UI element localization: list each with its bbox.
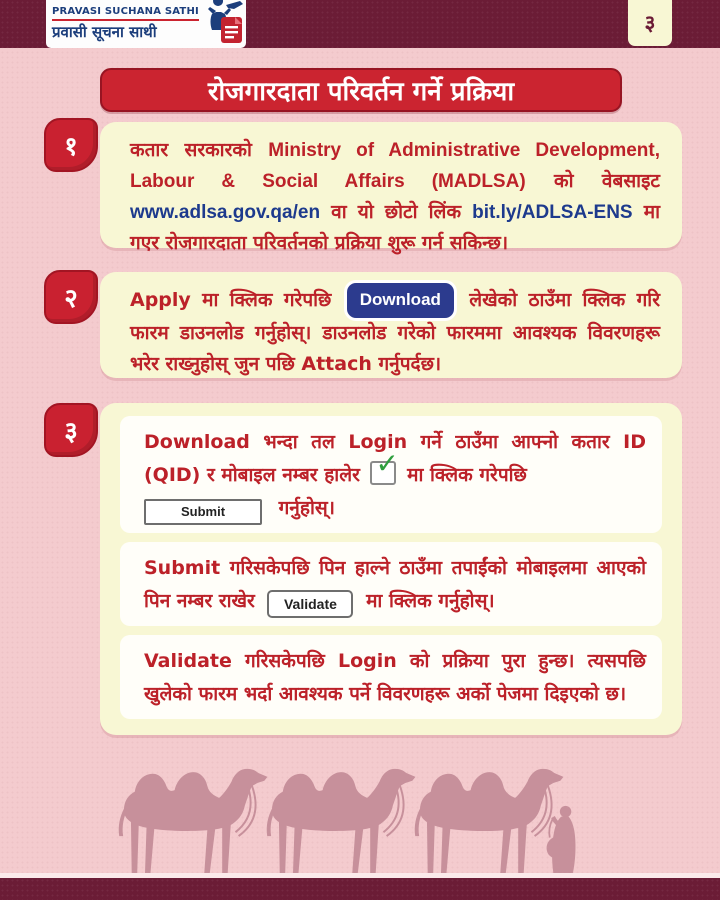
substep-1-seg-3: गर्नुहोस्। — [272, 497, 335, 519]
traveler-plane-document-icon — [204, 0, 244, 48]
bottom-bar — [0, 878, 720, 900]
step-number-1: १ — [64, 132, 78, 162]
logo-title: PRAVASI SUCHANA SATHI — [52, 6, 199, 21]
substep-1-seg-1: Download भन्दा तल Login गर्ने ठाउँमा आफ्नो कतार ID (QID) र मोबाइल नम्बर हालेर — [144, 431, 646, 486]
step-badge-1 — [44, 118, 98, 172]
bitly-short-link[interactable]: bit.ly/ADLSA-ENS — [472, 202, 633, 223]
step-box-2 — [100, 272, 682, 378]
step-2-text — [130, 283, 660, 380]
substep-2-seg-1: Submit गरिसकेपछि पिन हाल्ने ठाउँमा तपाईंको मोबाइलमा आएको पिन नम्बर राखेर — [144, 557, 646, 612]
title-banner — [100, 68, 622, 112]
camel-driver-icon — [547, 806, 576, 876]
logo-plate — [46, 0, 246, 48]
checkbox-checked-icon[interactable] — [370, 447, 399, 485]
substep-1-seg-2: मा क्लिक गरेपछि — [400, 464, 527, 486]
ministry-name-text: Ministry of Administrative Development, Labour & Social Affairs (MADLSA) — [130, 140, 660, 192]
logo-subtitle: प्रवासी सूचना साथी — [52, 23, 157, 41]
camel-icon — [415, 769, 564, 874]
page-title: रोजगारदाता परिवर्तन गर्ने प्रक्रिया — [207, 77, 515, 107]
step-1-seg-1: कतार सरकारको — [130, 139, 269, 161]
step-box-3 — [100, 403, 682, 735]
substep-box-1 — [120, 416, 662, 533]
substep-box-3 — [120, 635, 662, 719]
page-number-tab — [628, 0, 672, 46]
step-1-seg-4: मा गएर रोजगारदाता परिवर्तनको प्रक्रिया शुरू गर्न सकिन्छ। — [130, 201, 660, 254]
submit-button[interactable]: Submit — [144, 499, 262, 525]
step-2-seg-1: Apply मा क्लिक गरेपछि — [130, 289, 343, 311]
camel-icon — [267, 769, 416, 874]
page-number: ३ — [644, 11, 656, 35]
step-1-seg-3: वा यो छोटो लिंक — [320, 201, 473, 223]
validate-button[interactable]: Validate — [267, 590, 353, 618]
substep-2-seg-2: मा क्लिक गर्नुहोस्। — [359, 590, 495, 612]
download-button[interactable]: Download — [347, 283, 454, 318]
step-number-2: २ — [64, 284, 78, 314]
step-1-seg-2: को वेबसाइट — [525, 170, 661, 192]
step-1-text — [130, 135, 660, 259]
step-2-seg-2: लेखेको ठाउँमा क्लिक गरि फारम डाउनलोड गर्नुहोस्। डाउनलोड गरेको फारममा आवश्यक विवरणहरू भरेर राख्नुहोस् जुन पछि Attach गर्नुपर्दछ। — [130, 289, 660, 375]
substep-box-2 — [120, 542, 662, 626]
substep-3-text: Validate गरिसकेपछि Login को प्रक्रिया पुरा हुन्छ। त्यसपछि खुलेको फारम भर्दा आवश्यक पर्ने विवरणहरू अर्को पेजमा दिइएको छ। — [144, 650, 646, 705]
check-mark-icon: ✓ — [375, 447, 399, 480]
logo-text — [52, 6, 199, 42]
step-badge-3 — [44, 403, 98, 457]
top-bar — [0, 0, 720, 48]
step-badge-2 — [44, 270, 98, 324]
step-box-1 — [100, 122, 682, 254]
step-number-3: ३ — [64, 417, 78, 447]
camel-icon — [119, 769, 268, 874]
camel-caravan-illustration — [0, 740, 720, 878]
adlsa-website-link[interactable]: www.adlsa.gov.qa/en — [130, 202, 321, 223]
